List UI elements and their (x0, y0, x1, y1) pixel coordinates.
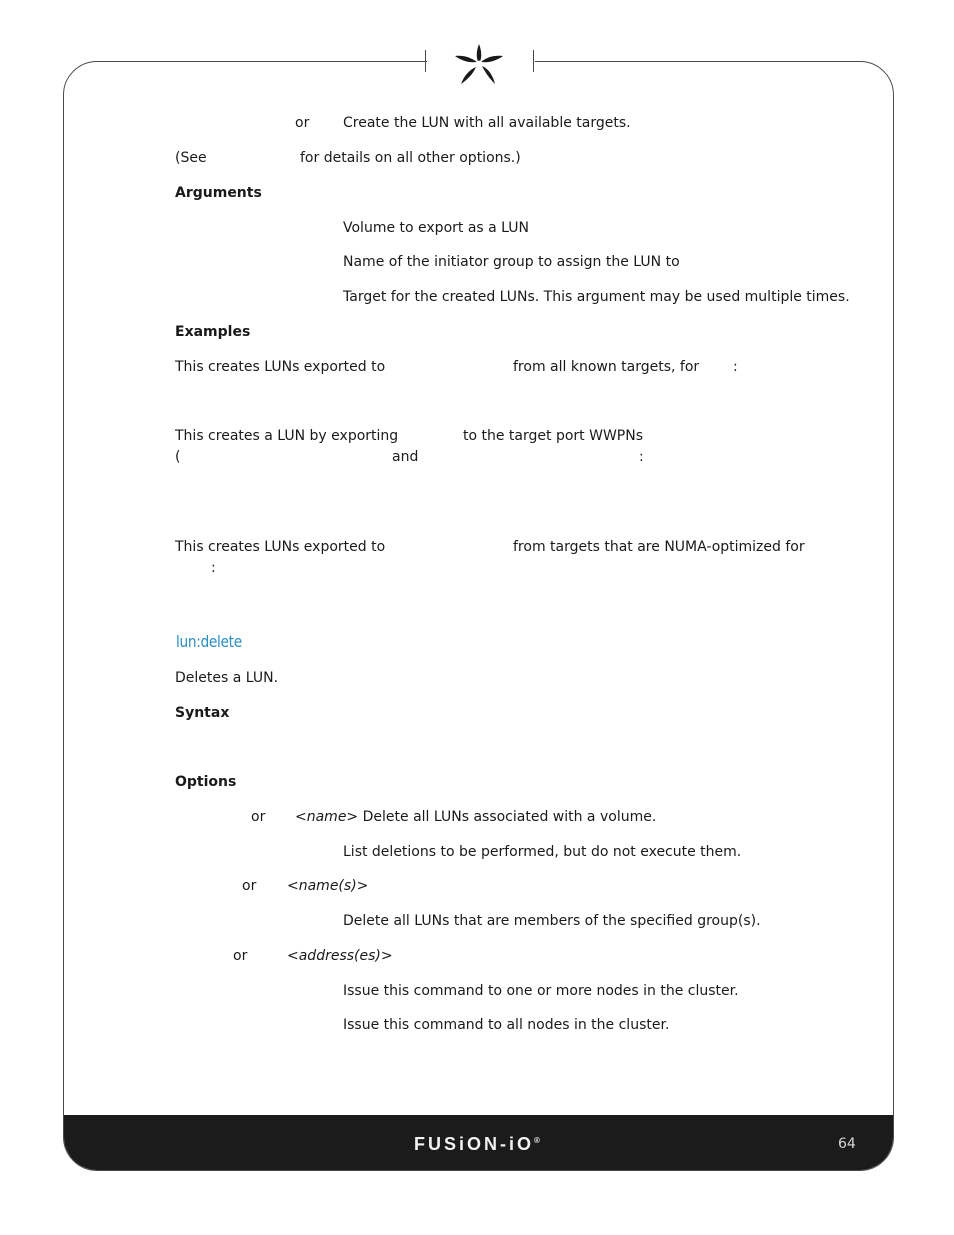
argument-volume-desc: Volume to export as a LUN (343, 220, 529, 236)
see-suffix: for details on all other options.) (300, 150, 521, 166)
option-group-or: or (242, 878, 257, 894)
option-nodes-arg: <address(es)> (287, 948, 393, 964)
option-group-arg: <name(s)> (287, 878, 369, 894)
option-pretend-desc: List deletions to be performed, but do not execute them. (343, 844, 742, 860)
example2-and: and (392, 449, 419, 465)
option-volume-arg: <name> (295, 809, 359, 825)
footer-brand-logo: FUSiON-iO® (414, 1134, 540, 1154)
fusion-io-star-icon (451, 40, 507, 88)
example2-paren: ( (175, 449, 181, 465)
frame-tick-right (533, 50, 534, 72)
all-targets-or: or (295, 115, 310, 131)
option-volume-or: or (251, 809, 266, 825)
example3-text-a: This creates LUNs exported to (175, 539, 386, 555)
option-volume-desc: Delete all LUNs associated with a volume. (358, 809, 657, 825)
example3-colon: : (211, 560, 216, 576)
all-targets-desc: Create the LUN with all available targets. (343, 115, 631, 131)
see-prefix: (See (175, 150, 207, 166)
page-number: 64 (838, 1136, 856, 1152)
option-all-desc: Issue this command to all nodes in the cluster. (343, 1017, 670, 1033)
lun-delete-heading: lun:delete (176, 632, 242, 651)
example1-colon: : (733, 359, 738, 375)
option-nodes-or: or (233, 948, 248, 964)
option-group-desc: Delete all LUNs that are members of the specified group(s). (343, 913, 761, 929)
arguments-heading: Arguments (175, 185, 262, 201)
options-heading: Options (175, 774, 237, 790)
argument-group-desc: Name of the initiator group to assign the LUN to (343, 254, 680, 270)
option-nodes-desc: Issue this command to one or more nodes in the cluster. (343, 983, 739, 999)
example2-colon: : (639, 449, 644, 465)
syntax-heading: Syntax (175, 705, 230, 721)
option-volume-line (295, 808, 656, 826)
example1-text-a: This creates LUNs exported to (175, 359, 386, 375)
example3-text-b: from targets that are NUMA-optimized for (513, 539, 805, 555)
frame-tick-left (425, 50, 426, 72)
argument-target-desc: Target for the created LUNs. This argument may be used multiple times. (343, 289, 850, 305)
example1-text-b: from all known targets, for (513, 359, 700, 375)
example2-text-a: This creates a LUN by exporting (175, 428, 399, 444)
example2-text-b: to the target port WWPNs (463, 428, 643, 444)
examples-heading: Examples (175, 324, 251, 340)
lun-delete-description: Deletes a LUN. (175, 670, 279, 686)
